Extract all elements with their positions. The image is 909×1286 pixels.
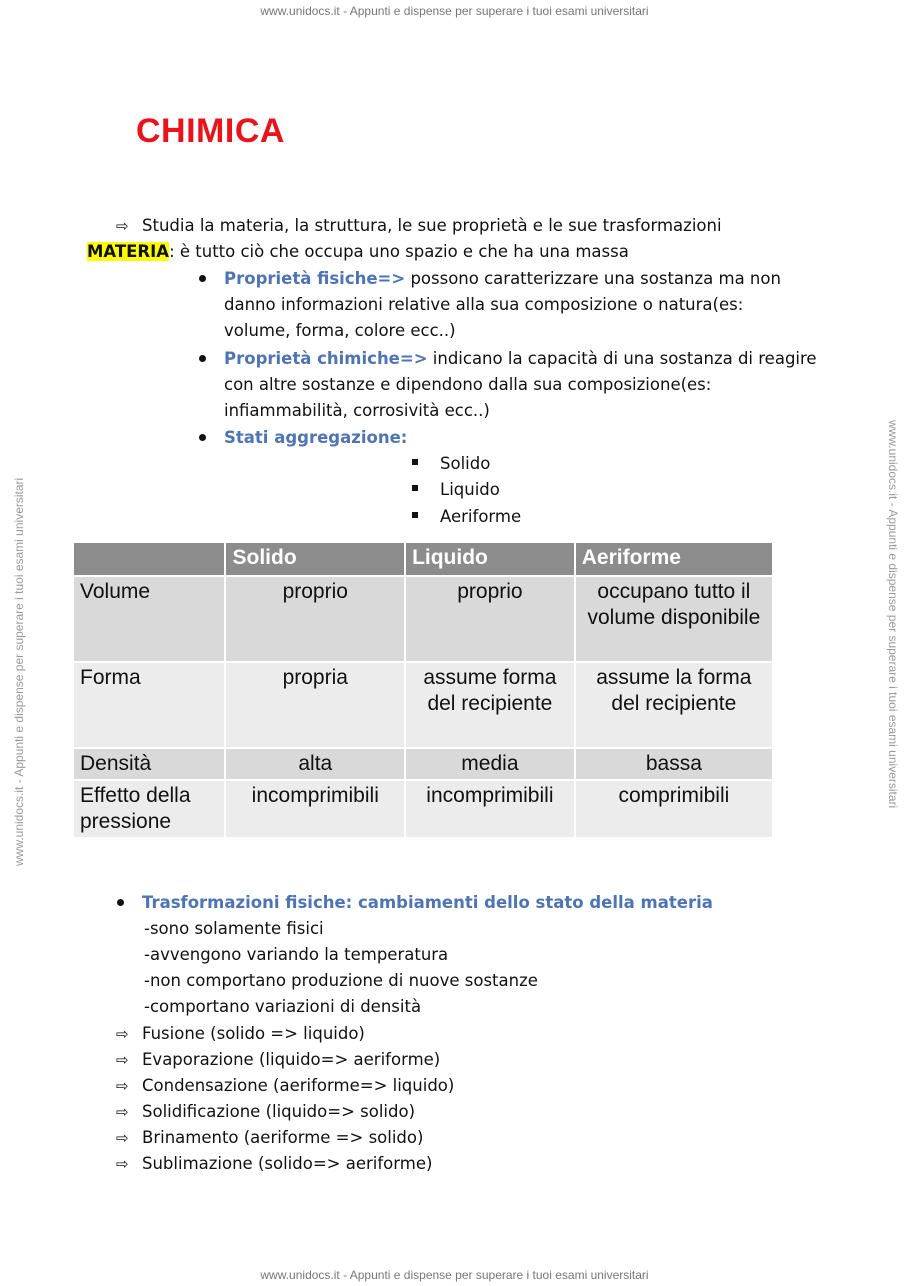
square-bullet-icon — [412, 485, 418, 491]
watermark-bottom: www.unidocs.it - Appunti e dispense per superare i tuoi esami universitari — [260, 1268, 649, 1282]
table-cell: propria — [225, 662, 405, 748]
stati-table — [72, 541, 774, 839]
table-row — [73, 662, 773, 748]
right-arrow-icon: ⇨ — [116, 1129, 129, 1147]
table-cell: incomprimibili — [225, 780, 405, 838]
table-cell: occupano tutto il volume disponibile — [575, 576, 773, 662]
stato-item: Solido — [440, 454, 491, 473]
list-item: ⇨ Sublimazione (solido=> aeriforme) — [116, 1151, 454, 1177]
stato-item: Aeriforme — [440, 507, 522, 526]
square-bullet-icon — [412, 512, 418, 518]
table-header: Solido — [225, 542, 405, 576]
row-label: Forma — [73, 662, 225, 748]
trasformazioni-notes — [144, 916, 538, 1020]
table-row — [73, 780, 773, 838]
row-label: Effetto della pressione — [73, 780, 225, 838]
table-cell: comprimibili — [575, 780, 773, 838]
property-chimiche: Proprietà chimiche=> indicano la capacità di una sostanza di reagire con altre sostanze e dipendono dalla sua composizione(es: infiammabilità, corrosività ecc..) — [224, 349, 817, 420]
materia-definition: MATERIA: è tutto ciò che occupa uno spazio e che ha una massa — [87, 242, 629, 261]
watermark-left: www.unidocs.it - Appunti e dispense per superare i tuoi esami universitari — [12, 477, 26, 866]
list-item: ⇨ Solidificazione (liquido=> solido) — [116, 1099, 454, 1125]
row-label: Densità — [73, 748, 225, 780]
right-arrow-icon: ⇨ — [116, 217, 129, 235]
right-arrow-icon: ⇨ — [116, 1155, 129, 1173]
stato-item: Liquido — [440, 480, 500, 499]
list-item: ⇨ Evaporazione (liquido=> aeriforme) — [116, 1047, 454, 1073]
table-cell: incomprimibili — [405, 780, 575, 838]
table-cell: proprio — [225, 576, 405, 662]
note-line: -sono solamente fisici — [144, 919, 324, 938]
row-label: Volume — [73, 576, 225, 662]
table-cell: proprio — [405, 576, 575, 662]
bullet-dot-icon — [117, 899, 124, 906]
trasformazioni-heading: Trasformazioni fisiche: cambiamenti dello stato della materia — [142, 893, 713, 912]
table-row — [73, 576, 773, 662]
bullet-dot-icon — [199, 355, 206, 362]
right-arrow-icon: ⇨ — [116, 1103, 129, 1121]
list-item: ⇨ Brinamento (aeriforme => solido) — [116, 1125, 454, 1151]
stati-heading: Stati aggregazione: — [224, 428, 408, 447]
table-cell: alta — [225, 748, 405, 780]
note-line: -comportano variazioni di densità — [144, 997, 422, 1016]
list-item: ⇨ Condensazione (aeriforme=> liquido) — [116, 1073, 454, 1099]
intro-line: ⇨ Studia la materia, la struttura, le sue proprietà e le sue trasformazioni — [116, 213, 722, 239]
table-cell: bassa — [575, 748, 773, 780]
bullet-dot-icon — [199, 275, 206, 282]
table-cell: assume forma del recipiente — [405, 662, 575, 748]
watermark-top: www.unidocs.it - Appunti e dispense per superare i tuoi esami universitari — [260, 4, 649, 18]
right-arrow-icon: ⇨ — [116, 1077, 129, 1095]
note-line: -avvengono variando la temperatura — [144, 945, 449, 964]
table-cell: media — [405, 748, 575, 780]
watermark-right: www.unidocs.it - Appunti e dispense per superare i tuoi esami universitari — [886, 420, 900, 809]
table-cell: assume la forma del recipiente — [575, 662, 773, 748]
property-fisiche: Proprietà fisiche=> possono caratterizzare una sostanza ma non danno informazioni relative alla sua composizione o natura(es: volume, forma, colore ecc..) — [224, 269, 781, 340]
note-line: -non comportano produzione di nuove sostanze — [144, 971, 538, 990]
table-row — [73, 748, 773, 780]
page-title: CHIMICA — [136, 112, 285, 150]
table-header: Liquido — [405, 542, 575, 576]
materia-term: MATERIA — [87, 242, 170, 261]
list-item: ⇨ Fusione (solido => liquido) — [116, 1021, 454, 1047]
table-header — [73, 542, 225, 576]
right-arrow-icon: ⇨ — [116, 1051, 129, 1069]
square-bullet-icon — [412, 459, 418, 465]
bullet-dot-icon — [199, 434, 206, 441]
table-header: Aeriforme — [575, 542, 773, 576]
right-arrow-icon: ⇨ — [116, 1025, 129, 1043]
trasformazioni-list — [116, 1021, 454, 1177]
